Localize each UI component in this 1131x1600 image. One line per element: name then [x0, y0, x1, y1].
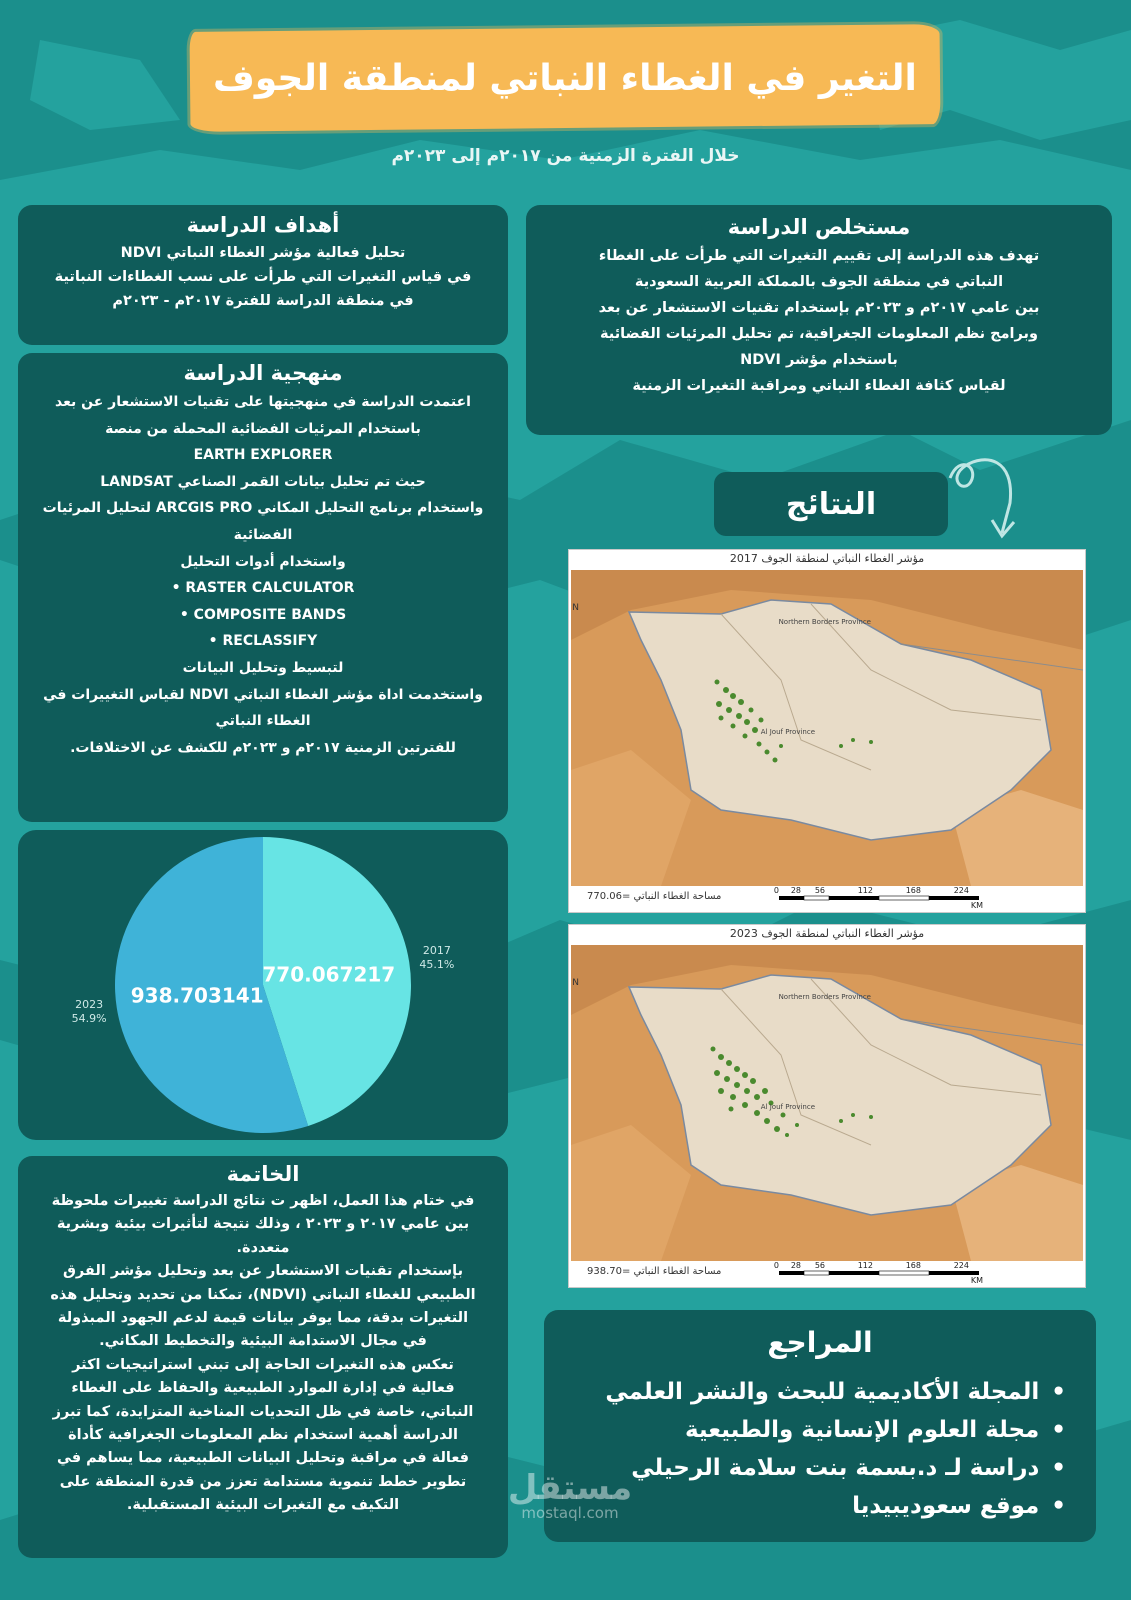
pie-chart	[18, 830, 508, 1140]
methodology-line: باستخدام المرئيات الفضائية المحملة من منصة	[105, 420, 421, 437]
conclusion-line: فعالة في مراقبة وتحليل البيانات الطبيعية، مما يساهم في	[56, 1450, 470, 1467]
methodology-line: COMPOSITE BANDS •	[179, 606, 347, 623]
watermark-brand: مستقل	[507, 1468, 633, 1508]
north-arrow-label: N	[572, 603, 579, 613]
scale-bar	[769, 884, 1009, 910]
references-heading: المراجع	[767, 1326, 873, 1359]
goals-card	[18, 205, 508, 345]
methodology-card	[18, 353, 508, 822]
pie-value-label: 938.703141	[130, 983, 264, 1008]
abstract-line: باستخدام مؤشر NDVI	[740, 352, 898, 368]
conclusion-line: بين عامي ٢٠١٧ و ٢٠٢٣ ، وذلك نتيجة لتأثيرات بيئية وبشرية	[56, 1216, 470, 1233]
map-title: مؤشر الغطاء النباتي لمنطقة الجوف 2017	[729, 552, 925, 565]
north-arrow-label: N	[572, 978, 579, 988]
pie-category-label: 2017	[422, 943, 451, 957]
conclusion-line: في ختام هذا العمل، اظهر ت نتائج الدراسة تغييرات ملحوظة	[51, 1193, 475, 1209]
scale-tick: 224	[953, 886, 969, 895]
scale-unit: KM	[970, 1276, 983, 1285]
abstract-heading: مستخلص الدراسة	[727, 215, 911, 239]
reference-item: • المجلة الأكاديمية للبحث والنشر العلمي	[574, 1373, 1066, 1411]
methodology-line: واستخدام برنامج التحليل المكاني ARCGIS PRO لتحليل المرئيات	[42, 500, 484, 517]
methodology-line: EARTH EXPLORER	[193, 447, 333, 464]
region-label: Northern Borders Province	[778, 618, 871, 626]
pie-percent-label: 54.9%	[71, 1012, 107, 1026]
conclusion-line: التكيف مع التغيرات البيئية المستقبلية.	[126, 1497, 400, 1514]
scale-tick: 112	[857, 1261, 873, 1270]
abstract-card	[526, 205, 1112, 435]
pie-percent-label: 45.1%	[419, 957, 455, 971]
curved-arrow-icon	[940, 448, 1040, 548]
methodology-line: حيث تم تحليل بيانات القمر الصناعي LANDSAT	[100, 473, 426, 490]
watermark	[495, 1468, 645, 1522]
abstract-line: تهدف هذه الدراسة إلى تقييم التغيرات التي طرأت على الغطاء	[598, 248, 1040, 264]
map-panel-2017	[568, 549, 1086, 913]
scale-tick: 56	[814, 886, 825, 895]
province-label: Al Jouf Province	[760, 1103, 815, 1111]
watermark-site: mostaql.com	[521, 1504, 619, 1522]
abstract-line: بين عامي ٢٠١٧م و ٢٠٢٣م بإستخدام تقنيات الاستشعار عن بعد	[598, 300, 1040, 316]
results-heading: النتائج	[785, 486, 877, 522]
goals-line: في منطقة الدراسة للفترة ٢٠١٧م - ٢٠٢٣م	[112, 293, 414, 309]
reference-item: • مجلة العلوم الإنسانية والطبيعية	[574, 1411, 1066, 1449]
conclusion-line: في مجال الاستدامة البيئية والتخطيط المكاني.	[99, 1333, 427, 1350]
methodology-line: RASTER CALCULATOR •	[171, 580, 355, 597]
abstract-line: وبرامج نظم المعلومات الجغرافية، تم تحليل المرئيات الفضائية	[600, 326, 1038, 342]
methodology-line: واستخدام أدوات التحليل	[180, 553, 346, 570]
scale-tick: 0	[773, 1261, 779, 1270]
conclusion-line: النباتي، خاصة في ظل التحديات المناخية المتزايدة، كما تبرز	[52, 1403, 474, 1420]
methodology-line: للفترتين الزمنية ٢٠١٧م و ٢٠٢٣م للكشف عن الاختلافات.	[70, 739, 456, 756]
scale-unit: KM	[970, 901, 983, 910]
conclusion-line: متعددة.	[236, 1239, 290, 1256]
ndvi-map-2023	[571, 945, 1083, 1261]
vegetation-area-label: مساحة الغطاء النباتي =770.06	[587, 891, 722, 902]
references-list	[574, 1373, 1066, 1525]
methodology-line: اعتمدت الدراسة في منهجيتها على تقنيات الاستشعار عن بعد	[55, 394, 471, 410]
results-heading-box	[714, 472, 948, 536]
methodology-line: لتبسيط وتحليل البيانات	[182, 659, 344, 676]
title-banner	[189, 24, 940, 132]
ndvi-map-2017	[571, 570, 1083, 886]
scale-tick: 28	[790, 886, 801, 895]
conclusion-line: فعالية في إدارة الموارد الطبيعية والحفاظ على الغطاء	[71, 1380, 455, 1397]
methodology-line: الفضائية	[233, 526, 293, 543]
conclusion-heading: الخاتمة	[226, 1162, 300, 1186]
conclusion-line: التغيرات بدقة، مما يوفر بيانات قيمة لدعم الجهود المبذولة	[57, 1310, 469, 1327]
reference-item: • موقع سعوديبيديا	[574, 1487, 1066, 1525]
methodology-line: الغطاء النباتي	[215, 713, 311, 730]
scale-tick: 168	[905, 886, 921, 895]
methodology-line: واستخدمت اداة مؤشر الغطاء النباتي NDVI لقياس التغييرات في	[43, 686, 483, 703]
pie-chart-card	[18, 830, 508, 1140]
abstract-line: النباتي في منطقة الجوف بالمملكة العربية السعودية	[634, 274, 1004, 290]
conclusion-line: تطوير خطط تنموية مستدامة تعزز من قدرة المنطقة على	[59, 1473, 467, 1490]
vegetation-area-label: مساحة الغطاء النباتي =938.70	[587, 1266, 722, 1277]
abstract-line: لقياس كثافة الغطاء النباتي ومراقبة التغيرات الزمنية	[632, 378, 1006, 394]
region-label: Northern Borders Province	[778, 993, 871, 1001]
pie-value-label: 770.067217	[262, 962, 396, 987]
goals-line: تحليل فعالية مؤشر الغطاء النباتي NDVI	[120, 245, 406, 261]
province-label: Al Jouf Province	[760, 728, 815, 736]
conclusion-line: تعكس هذه التغيرات الحاجة إلى تبني استراتيجيات اكثر	[72, 1356, 454, 1373]
goals-line: في قياس التغيرات التي طرأت على نسب الغطاءات النباتية	[54, 269, 472, 285]
map-panel-2023	[568, 924, 1086, 1288]
goals-heading: أهداف الدراسة	[186, 213, 340, 237]
page-subtitle: خلال الفترة الزمنية من ٢٠١٧م إلى ٢٠٢٣م	[391, 146, 740, 166]
scale-tick: 112	[857, 886, 873, 895]
scale-bar	[769, 1259, 1009, 1285]
scale-tick: 28	[790, 1261, 801, 1270]
page-title: التغير في الغطاء النباتي لمنطقة الجوف	[213, 57, 917, 99]
methodology-heading: منهجية الدراسة	[183, 361, 343, 385]
conclusion-line: الطبيعي للغطاء النباتي (NDVI)، تمكنا من تحديد وتحليل هذه	[50, 1286, 476, 1303]
scale-tick: 0	[773, 886, 779, 895]
conclusion-card	[18, 1156, 508, 1558]
pie-category-label: 2023	[75, 998, 104, 1012]
conclusion-line: بإستخدام تقنيات الاستشعار عن بعد وتحليل مؤشر الفرق	[62, 1263, 464, 1280]
scale-tick: 168	[905, 1261, 921, 1270]
scale-tick: 56	[814, 1261, 825, 1270]
methodology-line: RECLASSIFY •	[208, 633, 318, 650]
conclusion-line: الدراسة أهمية استخدام نظم المعلومات الجغرافية كأداة	[68, 1427, 458, 1444]
reference-item: • دراسة لـ د.بسمة بنت سلامة الرحيلي	[574, 1449, 1066, 1487]
map-title: مؤشر الغطاء النباتي لمنطقة الجوف 2023	[729, 927, 925, 940]
scale-tick: 224	[953, 1261, 969, 1270]
